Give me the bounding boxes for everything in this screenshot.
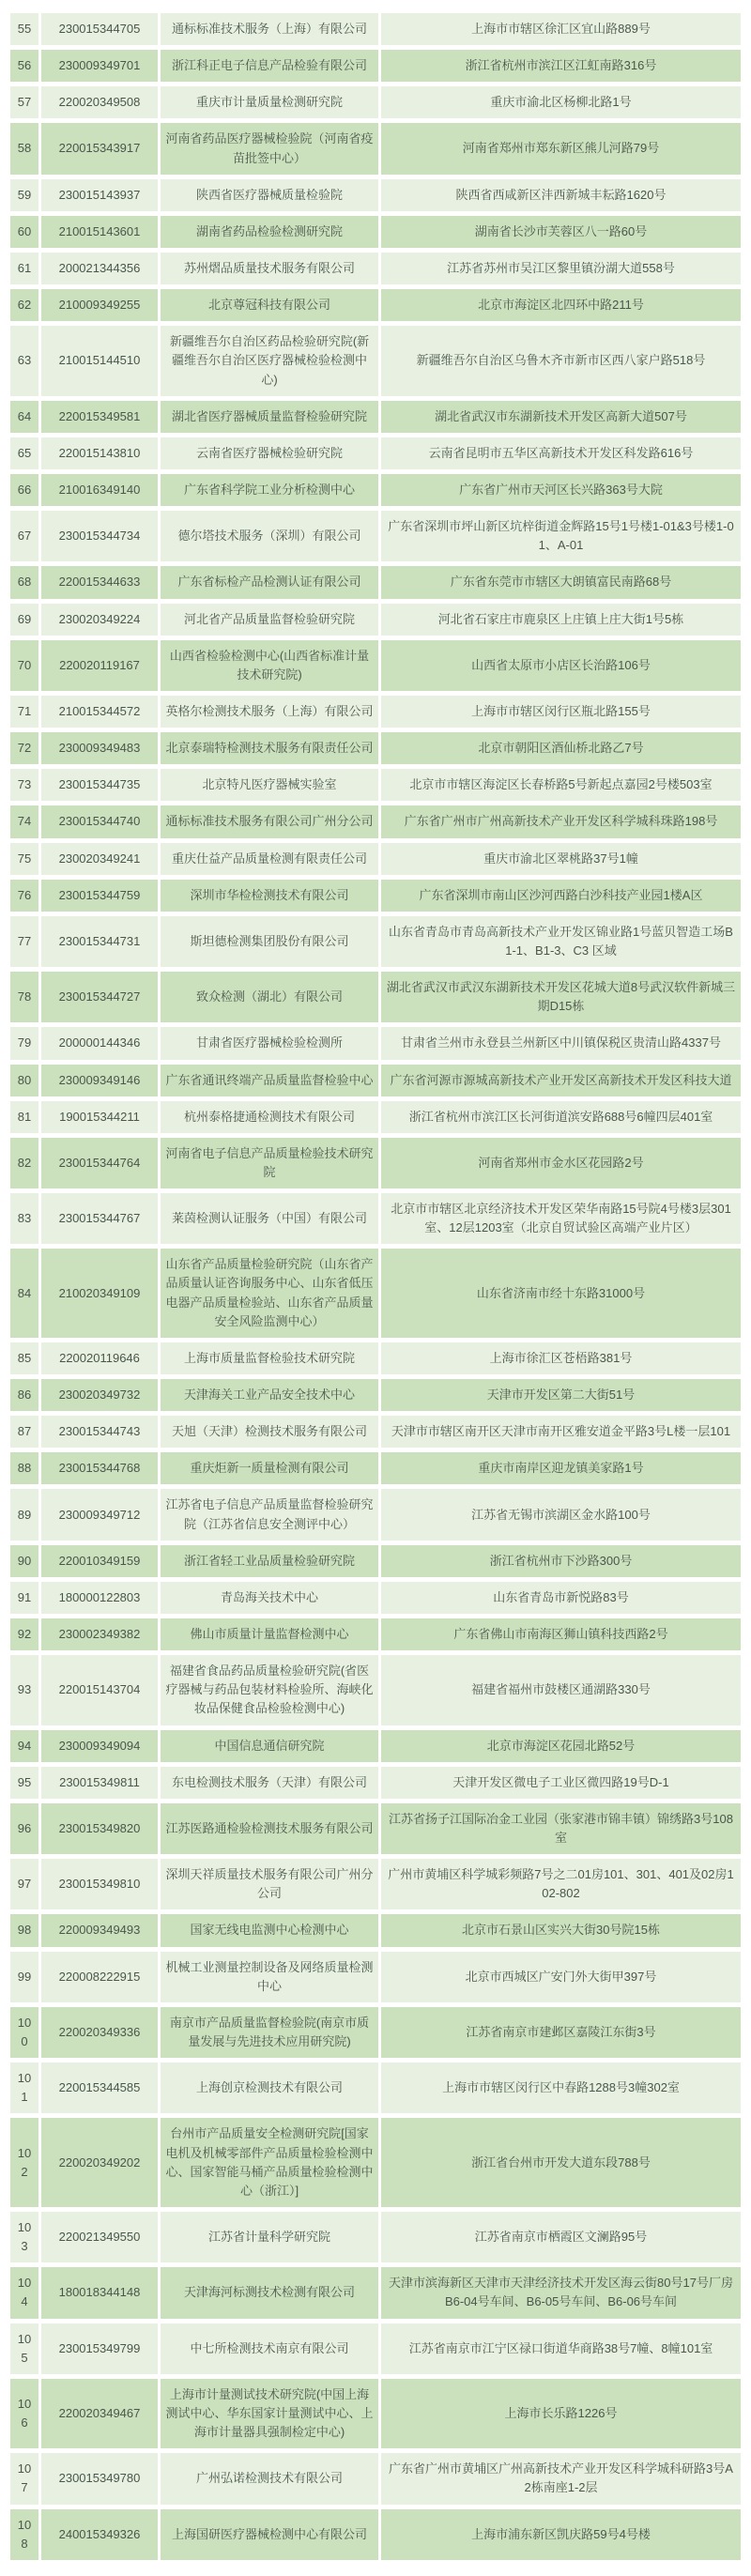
agency-address-cell: 浙江省台州市开发大道东段788号 — [381, 2118, 741, 2207]
row-number-cell: 82 — [10, 1138, 38, 1188]
agency-name-cell: 广东省标检产品检测认证有限公司 — [161, 566, 378, 598]
table-row — [10, 1379, 741, 1411]
table-row — [10, 2118, 741, 2207]
table-row — [10, 2453, 741, 2504]
table-row — [10, 1914, 741, 1946]
agency-address-cell: 重庆市渝北区翠桃路37号1幢 — [381, 843, 741, 875]
row-number-cell: 78 — [10, 972, 38, 1022]
table-row — [10, 805, 741, 837]
agency-id-cell: 220009349493 — [41, 1914, 158, 1946]
row-number-cell: 74 — [10, 805, 38, 837]
agency-address-cell: 湖北省武汉市东湖新技术开发区高新大道507号 — [381, 401, 741, 433]
agency-address-cell: 河南省郑州市郑东新区熊儿河路79号 — [381, 123, 741, 174]
agency-address-cell: 北京市石景山区实兴大街30号院15栋 — [381, 1914, 741, 1946]
agency-name-cell: 莱茵检测认证服务（中国）有限公司 — [161, 1193, 378, 1244]
agency-id-cell: 210009349255 — [41, 289, 158, 321]
agency-name-cell: 中国信息通信研究院 — [161, 1730, 378, 1762]
agency-name-cell: 河南省电子信息产品质量检验技术研究院 — [161, 1138, 378, 1188]
table-row — [10, 1138, 741, 1188]
agency-id-cell: 230015344759 — [41, 880, 158, 912]
agency-id-cell: 220015143704 — [41, 1655, 158, 1725]
agency-name-cell: 苏州熠品质量技术服务有限公司 — [161, 253, 378, 284]
row-number-cell: 91 — [10, 1582, 38, 1614]
row-number-cell: 60 — [10, 216, 38, 248]
agency-id-cell: 230015349780 — [41, 2453, 158, 2504]
agency-name-cell: 佛山市质量计量监督检测中心 — [161, 1618, 378, 1650]
agency-id-cell: 210015344572 — [41, 696, 158, 728]
agency-name-cell: 湖南省药品检验检测研究院 — [161, 216, 378, 248]
table-row — [10, 216, 741, 248]
agency-id-cell: 210015144510 — [41, 326, 158, 395]
agency-address-cell: 甘肃省兰州市永登县兰州新区中川镇保税区贵清山路4337号 — [381, 1027, 741, 1059]
table-row — [10, 2062, 741, 2113]
agency-address-cell: 重庆市南岸区迎龙镇美家路1号 — [381, 1452, 741, 1484]
agency-id-cell: 230002349382 — [41, 1618, 158, 1650]
row-number-cell: 77 — [10, 916, 38, 967]
table-row — [10, 2212, 741, 2262]
agency-id-cell: 220015344585 — [41, 2062, 158, 2113]
agency-id-cell: 190015344211 — [41, 1101, 158, 1133]
agency-address-cell: 浙江省杭州市滨江区江虹南路316号 — [381, 50, 741, 82]
row-number-cell: 106 — [10, 2379, 38, 2448]
table-row — [10, 1730, 741, 1762]
row-number-cell: 100 — [10, 2007, 38, 2058]
table-row — [10, 732, 741, 764]
row-number-cell: 70 — [10, 640, 38, 691]
table-row — [10, 843, 741, 875]
table-row — [10, 1027, 741, 1059]
agency-name-cell: 甘肃省医疗器械检验检测所 — [161, 1027, 378, 1059]
agency-name-cell: 中七所检测技术南京有限公司 — [161, 2323, 378, 2374]
agency-address-cell: 新疆维吾尔自治区乌鲁木齐市新市区西八家户路518号 — [381, 326, 741, 395]
table-row — [10, 880, 741, 912]
agency-id-cell: 230015349799 — [41, 2323, 158, 2374]
agency-id-cell: 220020349467 — [41, 2379, 158, 2448]
agency-address-cell: 江苏省南京市栖霞区文澜路95号 — [381, 2212, 741, 2262]
agency-id-cell: 230009349483 — [41, 732, 158, 764]
table-row — [10, 401, 741, 433]
table-row — [10, 1545, 741, 1577]
table-row — [10, 1249, 741, 1338]
agency-id-cell: 200021344356 — [41, 253, 158, 284]
table-row — [10, 769, 741, 801]
agency-name-cell: 通标标准技术服务有限公司广州分公司 — [161, 805, 378, 837]
agency-address-cell: 天津市滨海新区天津市天津经济技术开发区海云街80号17号厂房B6-04号车间、B6-05号车间、B6-06号车间 — [381, 2267, 741, 2318]
table-row — [10, 13, 741, 45]
agency-address-cell: 福建省福州市鼓楼区通湖路330号 — [381, 1655, 741, 1725]
agency-name-cell: 重庆炬新一质量检测有限公司 — [161, 1452, 378, 1484]
agency-address-cell: 北京市海淀区花园北路52号 — [381, 1730, 741, 1762]
agency-name-cell: 浙江科正电子信息产品检验有限公司 — [161, 50, 378, 82]
agency-address-cell: 山东省青岛市青岛高新技术产业开发区锦业路1号蓝贝智造工场B1-1、B1-3、C3 区域 — [381, 916, 741, 967]
agency-address-cell: 广东省广州市黄埔区广州高新技术产业开发区科学城科研路3号A2栋南座1-2层 — [381, 2453, 741, 2504]
row-number-cell: 59 — [10, 179, 38, 211]
row-number-cell: 104 — [10, 2267, 38, 2318]
agency-address-cell: 上海市市辖区徐汇区宜山路889号 — [381, 13, 741, 45]
table-row — [10, 474, 741, 506]
row-number-cell: 57 — [10, 86, 38, 118]
row-number-cell: 69 — [10, 604, 38, 636]
row-number-cell: 68 — [10, 566, 38, 598]
agency-name-cell: 英格尔检测技术服务（上海）有限公司 — [161, 696, 378, 728]
agency-address-cell: 上海市浦东新区凯庆路59号4号楼 — [381, 2509, 741, 2560]
row-number-cell: 61 — [10, 253, 38, 284]
agency-id-cell: 220015143810 — [41, 437, 158, 469]
table-row — [10, 1101, 741, 1133]
agency-id-cell: 230020349224 — [41, 604, 158, 636]
agency-name-cell: 上海创京检测技术有限公司 — [161, 2062, 378, 2113]
table-row — [10, 437, 741, 469]
row-number-cell: 98 — [10, 1914, 38, 1946]
agency-name-cell: 浙江省轻工业品质量检验研究院 — [161, 1545, 378, 1577]
agency-id-cell: 230015344740 — [41, 805, 158, 837]
agency-address-cell: 广东省广州市广州高新技术产业开发区科学城科珠路198号 — [381, 805, 741, 837]
agency-address-cell: 广东省佛山市南海区狮山镇科技西路2号 — [381, 1618, 741, 1650]
table-row — [10, 2509, 741, 2560]
table-body — [10, 13, 741, 2560]
agency-id-cell: 230015344767 — [41, 1193, 158, 1244]
agency-address-cell: 山东省济南市经十东路31000号 — [381, 1249, 741, 1338]
agency-name-cell: 湖北省医疗器械质量监督检验研究院 — [161, 401, 378, 433]
table-row — [10, 1859, 741, 1909]
table-row — [10, 2323, 741, 2374]
agency-id-cell: 230015349810 — [41, 1859, 158, 1909]
agency-id-cell: 220010349159 — [41, 1545, 158, 1577]
agency-name-cell: 斯坦德检测集团股份有限公司 — [161, 916, 378, 967]
table-row — [10, 1952, 741, 2002]
row-number-cell: 87 — [10, 1416, 38, 1448]
table-row — [10, 1065, 741, 1096]
row-number-cell: 83 — [10, 1193, 38, 1244]
row-number-cell: 108 — [10, 2509, 38, 2560]
agency-address-cell: 天津市开发区第二大街51号 — [381, 1379, 741, 1411]
table-row — [10, 2267, 741, 2318]
row-number-cell: 73 — [10, 769, 38, 801]
agency-address-cell: 重庆市渝北区杨柳北路1号 — [381, 86, 741, 118]
agency-id-cell: 210015143601 — [41, 216, 158, 248]
agency-address-cell: 广东省东莞市市辖区大朗镇富民南路68号 — [381, 566, 741, 598]
agency-address-cell: 上海市徐汇区苍梧路381号 — [381, 1342, 741, 1374]
agency-id-cell: 220015349581 — [41, 401, 158, 433]
agency-id-cell: 230015344734 — [41, 511, 158, 561]
agency-id-cell: 230015344735 — [41, 769, 158, 801]
agency-name-cell: 上海市质量监督检验技术研究院 — [161, 1342, 378, 1374]
agency-address-cell: 河南省郑州市金水区花园路2号 — [381, 1138, 741, 1188]
agency-address-cell: 北京市西城区广安门外大街甲397号 — [381, 1952, 741, 2002]
agency-address-cell: 上海市市辖区闵行区中春路1288号3幢302室 — [381, 2062, 741, 2113]
agency-name-cell: 德尔塔技术服务（深圳）有限公司 — [161, 511, 378, 561]
row-number-cell: 97 — [10, 1859, 38, 1909]
agency-name-cell: 上海市计量测试技术研究院(中国上海测试中心、华东国家计量测试中心、上海市计量器具强制检定中心) — [161, 2379, 378, 2448]
agency-id-cell: 230015344727 — [41, 972, 158, 1022]
agency-name-cell: 国家无线电监测中心检测中心 — [161, 1914, 378, 1946]
row-number-cell: 65 — [10, 437, 38, 469]
table-row — [10, 123, 741, 174]
table-row — [10, 640, 741, 691]
agency-address-cell: 山西省太原市小店区长治路106号 — [381, 640, 741, 691]
row-number-cell: 76 — [10, 880, 38, 912]
row-number-cell: 103 — [10, 2212, 38, 2262]
agency-name-cell: 深圳天祥质量技术服务有限公司广州分公司 — [161, 1859, 378, 1909]
agency-address-cell: 北京市市辖区北京经济技术开发区荣华南路15号院4号楼3层301室、12层1203室（北京自贸试验区高端产业片区） — [381, 1193, 741, 1244]
agency-name-cell: 重庆市计量质量检测研究院 — [161, 86, 378, 118]
agency-address-cell: 北京市朝阳区酒仙桥北路乙7号 — [381, 732, 741, 764]
table-row — [10, 86, 741, 118]
agency-id-cell: 180018344148 — [41, 2267, 158, 2318]
table-row — [10, 50, 741, 82]
table-row — [10, 604, 741, 636]
row-number-cell: 67 — [10, 511, 38, 561]
table-row — [10, 1452, 741, 1484]
table-row — [10, 1767, 741, 1799]
agency-name-cell: 河北省产品质量监督检验研究院 — [161, 604, 378, 636]
table-row — [10, 1193, 741, 1244]
table-row — [10, 1618, 741, 1650]
row-number-cell: 64 — [10, 401, 38, 433]
agency-address-cell: 天津市市辖区南开区天津市南开区雅安道金平路3号L楼一层101 — [381, 1416, 741, 1448]
agency-name-cell: 重庆仕益产品质量检测有限责任公司 — [161, 843, 378, 875]
agency-id-cell: 210020349109 — [41, 1249, 158, 1338]
agency-address-cell: 江苏省扬子江国际冶金工业园（张家港市锦丰镇）锦绣路3号108室 — [381, 1803, 741, 1854]
agency-id-cell: 220008222915 — [41, 1952, 158, 2002]
table-row — [10, 696, 741, 728]
agency-name-cell: 广东省通讯终端产品质量监督检验中心 — [161, 1065, 378, 1096]
row-number-cell: 94 — [10, 1730, 38, 1762]
row-number-cell: 71 — [10, 696, 38, 728]
agency-id-cell: 210016349140 — [41, 474, 158, 506]
row-number-cell: 63 — [10, 326, 38, 395]
table-row — [10, 1803, 741, 1854]
agency-address-cell: 陕西省西咸新区沣西新城丰耘路1620号 — [381, 179, 741, 211]
agency-address-cell: 湖南省长沙市芙蓉区八一路60号 — [381, 216, 741, 248]
agency-address-cell: 广州市黄埔区科学城彩频路7号之二01房101、301、401及02房102-802 — [381, 1859, 741, 1909]
row-number-cell: 75 — [10, 843, 38, 875]
table-row — [10, 1416, 741, 1448]
row-number-cell: 85 — [10, 1342, 38, 1374]
agency-id-cell: 230015344705 — [41, 13, 158, 45]
agency-id-cell: 230015344731 — [41, 916, 158, 967]
agency-name-cell: 上海国研医疗器械检测中心有限公司 — [161, 2509, 378, 2560]
agency-name-cell: 天旭（天津）检测技术服务有限公司 — [161, 1416, 378, 1448]
agency-id-cell: 230020349241 — [41, 843, 158, 875]
agency-name-cell: 深圳市华检检测技术有限公司 — [161, 880, 378, 912]
agency-id-cell: 200000144346 — [41, 1027, 158, 1059]
agency-address-cell: 江苏省苏州市吴江区黎里镇汾湖大道558号 — [381, 253, 741, 284]
agency-name-cell: 河南省药品医疗器械检验院（河南省疫苗批签中心） — [161, 123, 378, 174]
agency-id-cell: 230009349094 — [41, 1730, 158, 1762]
agency-name-cell: 通标标准技术服务（上海）有限公司 — [161, 13, 378, 45]
table-row — [10, 1655, 741, 1725]
row-number-cell: 81 — [10, 1101, 38, 1133]
table-row — [10, 566, 741, 598]
agency-name-cell: 青岛海关技术中心 — [161, 1582, 378, 1614]
agency-id-cell: 220020349508 — [41, 86, 158, 118]
row-number-cell: 79 — [10, 1027, 38, 1059]
table-row — [10, 972, 741, 1022]
agency-name-cell: 东电检测技术服务（天津）有限公司 — [161, 1767, 378, 1799]
agency-address-cell: 浙江省杭州市下沙路300号 — [381, 1545, 741, 1577]
agency-address-cell: 天津开发区微电子工业区微四路19号D-1 — [381, 1767, 741, 1799]
agency-name-cell: 江苏医路通检验检测技术服务有限公司 — [161, 1803, 378, 1854]
agency-address-cell: 云南省昆明市五华区高新技术开发区科发路616号 — [381, 437, 741, 469]
row-number-cell: 88 — [10, 1452, 38, 1484]
row-number-cell: 95 — [10, 1767, 38, 1799]
accredited-inspection-agency-table — [8, 8, 743, 2565]
agency-name-cell: 广州弘诺检测技术有限公司 — [161, 2453, 378, 2504]
table-row — [10, 916, 741, 967]
row-number-cell: 102 — [10, 2118, 38, 2207]
row-number-cell: 89 — [10, 1489, 38, 1540]
row-number-cell: 90 — [10, 1545, 38, 1577]
table-row — [10, 2007, 741, 2058]
row-number-cell: 86 — [10, 1379, 38, 1411]
table-row — [10, 1582, 741, 1614]
agency-id-cell: 180000122803 — [41, 1582, 158, 1614]
row-number-cell: 66 — [10, 474, 38, 506]
row-number-cell: 92 — [10, 1618, 38, 1650]
agency-id-cell: 220020349336 — [41, 2007, 158, 2058]
agency-name-cell: 云南省医疗器械检验研究院 — [161, 437, 378, 469]
table-row — [10, 289, 741, 321]
agency-id-cell: 240015349326 — [41, 2509, 158, 2560]
agency-id-cell: 230009349712 — [41, 1489, 158, 1540]
agency-name-cell: 天津海河标测技术检测有限公司 — [161, 2267, 378, 2318]
agency-id-cell: 220021349550 — [41, 2212, 158, 2262]
agency-id-cell: 230015344743 — [41, 1416, 158, 1448]
row-number-cell: 84 — [10, 1249, 38, 1338]
table-row — [10, 1342, 741, 1374]
row-number-cell: 56 — [10, 50, 38, 82]
agency-id-cell: 230009349146 — [41, 1065, 158, 1096]
agency-name-cell: 北京尊冠科技有限公司 — [161, 289, 378, 321]
agency-name-cell: 江苏省计量科学研究院 — [161, 2212, 378, 2262]
agency-id-cell: 230015344768 — [41, 1452, 158, 1484]
agency-address-cell: 上海市长乐路1226号 — [381, 2379, 741, 2448]
agency-name-cell: 广东省科学院工业分析检测中心 — [161, 474, 378, 506]
agency-address-cell: 湖北省武汉市武汉东湖新技术开发区花城大道8号武汉软件新城三期D15栋 — [381, 972, 741, 1022]
agency-id-cell: 230009349701 — [41, 50, 158, 82]
agency-name-cell: 新疆维吾尔自治区药品检验研究院(新疆维吾尔自治区医疗器械检验检测中心) — [161, 326, 378, 395]
table-row — [10, 253, 741, 284]
agency-id-cell: 220020119167 — [41, 640, 158, 691]
agency-address-cell: 广东省深圳市南山区沙河西路白沙科技产业园1楼A区 — [381, 880, 741, 912]
row-number-cell: 55 — [10, 13, 38, 45]
agency-id-cell: 230015349820 — [41, 1803, 158, 1854]
agency-id-cell: 220015343917 — [41, 123, 158, 174]
agency-name-cell: 北京特凡医疗器械实验室 — [161, 769, 378, 801]
agency-id-cell: 220020349202 — [41, 2118, 158, 2207]
agency-id-cell: 230015143937 — [41, 179, 158, 211]
table-row — [10, 511, 741, 561]
row-number-cell: 58 — [10, 123, 38, 174]
agency-id-cell: 230015344764 — [41, 1138, 158, 1188]
row-number-cell: 105 — [10, 2323, 38, 2374]
agency-address-cell: 江苏省南京市建邺区嘉陵江东街3号 — [381, 2007, 741, 2058]
row-number-cell: 93 — [10, 1655, 38, 1725]
agency-name-cell: 陕西省医疗器械质量检验院 — [161, 179, 378, 211]
row-number-cell: 99 — [10, 1952, 38, 2002]
agency-address-cell: 河北省石家庄市鹿泉区上庄镇上庄大街1号5栋 — [381, 604, 741, 636]
agency-address-cell: 广东省河源市源城高新技术产业开发区高新技术开发区科技大道 — [381, 1065, 741, 1096]
agency-address-cell: 浙江省杭州市滨江区长河街道滨安路688号6幢四层401室 — [381, 1101, 741, 1133]
agency-name-cell: 福建省食品药品质量检验研究院(省医疗器械与药品包装材料检验所、海峡化妆品保健食品检验检测中心) — [161, 1655, 378, 1725]
agency-address-cell: 上海市市辖区闵行区瓶北路155号 — [381, 696, 741, 728]
agency-name-cell: 杭州泰格捷通检测技术有限公司 — [161, 1101, 378, 1133]
agency-address-cell: 山东省青岛市新悦路83号 — [381, 1582, 741, 1614]
agency-name-cell: 天津海关工业产品安全技术中心 — [161, 1379, 378, 1411]
agency-name-cell: 致众检测（湖北）有限公司 — [161, 972, 378, 1022]
table-row — [10, 326, 741, 395]
table-row — [10, 179, 741, 211]
row-number-cell: 62 — [10, 289, 38, 321]
agency-address-cell: 北京市海淀区北四环中路211号 — [381, 289, 741, 321]
row-number-cell: 96 — [10, 1803, 38, 1854]
agency-id-cell: 230020349732 — [41, 1379, 158, 1411]
agency-name-cell: 机械工业测量控制设备及网络质量检测中心 — [161, 1952, 378, 2002]
agency-address-cell: 广东省广州市天河区长兴路363号大院 — [381, 474, 741, 506]
row-number-cell: 107 — [10, 2453, 38, 2504]
row-number-cell: 101 — [10, 2062, 38, 2113]
agency-id-cell: 220015344633 — [41, 566, 158, 598]
agency-name-cell: 北京泰瑞特检测技术服务有限责任公司 — [161, 732, 378, 764]
row-number-cell: 80 — [10, 1065, 38, 1096]
agency-address-cell: 北京市市辖区海淀区长春桥路5号新起点嘉园2号楼503室 — [381, 769, 741, 801]
agency-name-cell: 台州市产品质量安全检测研究院[国家电机及机械零部件产品质量检验检测中心、国家智能马桶产品质量检验检测中心（浙江）] — [161, 2118, 378, 2207]
agency-name-cell: 江苏省电子信息产品质量监督检验研究院（江苏省信息安全测评中心） — [161, 1489, 378, 1540]
table-row — [10, 2379, 741, 2448]
agency-name-cell: 南京市产品质量监督检验院(南京市质量发展与先进技术应用研究院) — [161, 2007, 378, 2058]
table-row — [10, 1489, 741, 1540]
agency-id-cell: 220020119646 — [41, 1342, 158, 1374]
agency-address-cell: 江苏省无锡市滨湖区金水路100号 — [381, 1489, 741, 1540]
agency-id-cell: 230015349811 — [41, 1767, 158, 1799]
agency-address-cell: 江苏省南京市江宁区禄口街道华商路38号7幢、8幢101室 — [381, 2323, 741, 2374]
agency-name-cell: 山东省产品质量检验研究院（山东省产品质量认证咨询服务中心、山东省低压电器产品质量检验站、山东省产品质量安全风险监测中心） — [161, 1249, 378, 1338]
agency-address-cell: 广东省深圳市坪山新区坑梓街道金辉路15号1号楼1-01&3号楼1-01、A-01 — [381, 511, 741, 561]
agency-name-cell: 山西省检验检测中心(山西省标准计量技术研究院) — [161, 640, 378, 691]
row-number-cell: 72 — [10, 732, 38, 764]
